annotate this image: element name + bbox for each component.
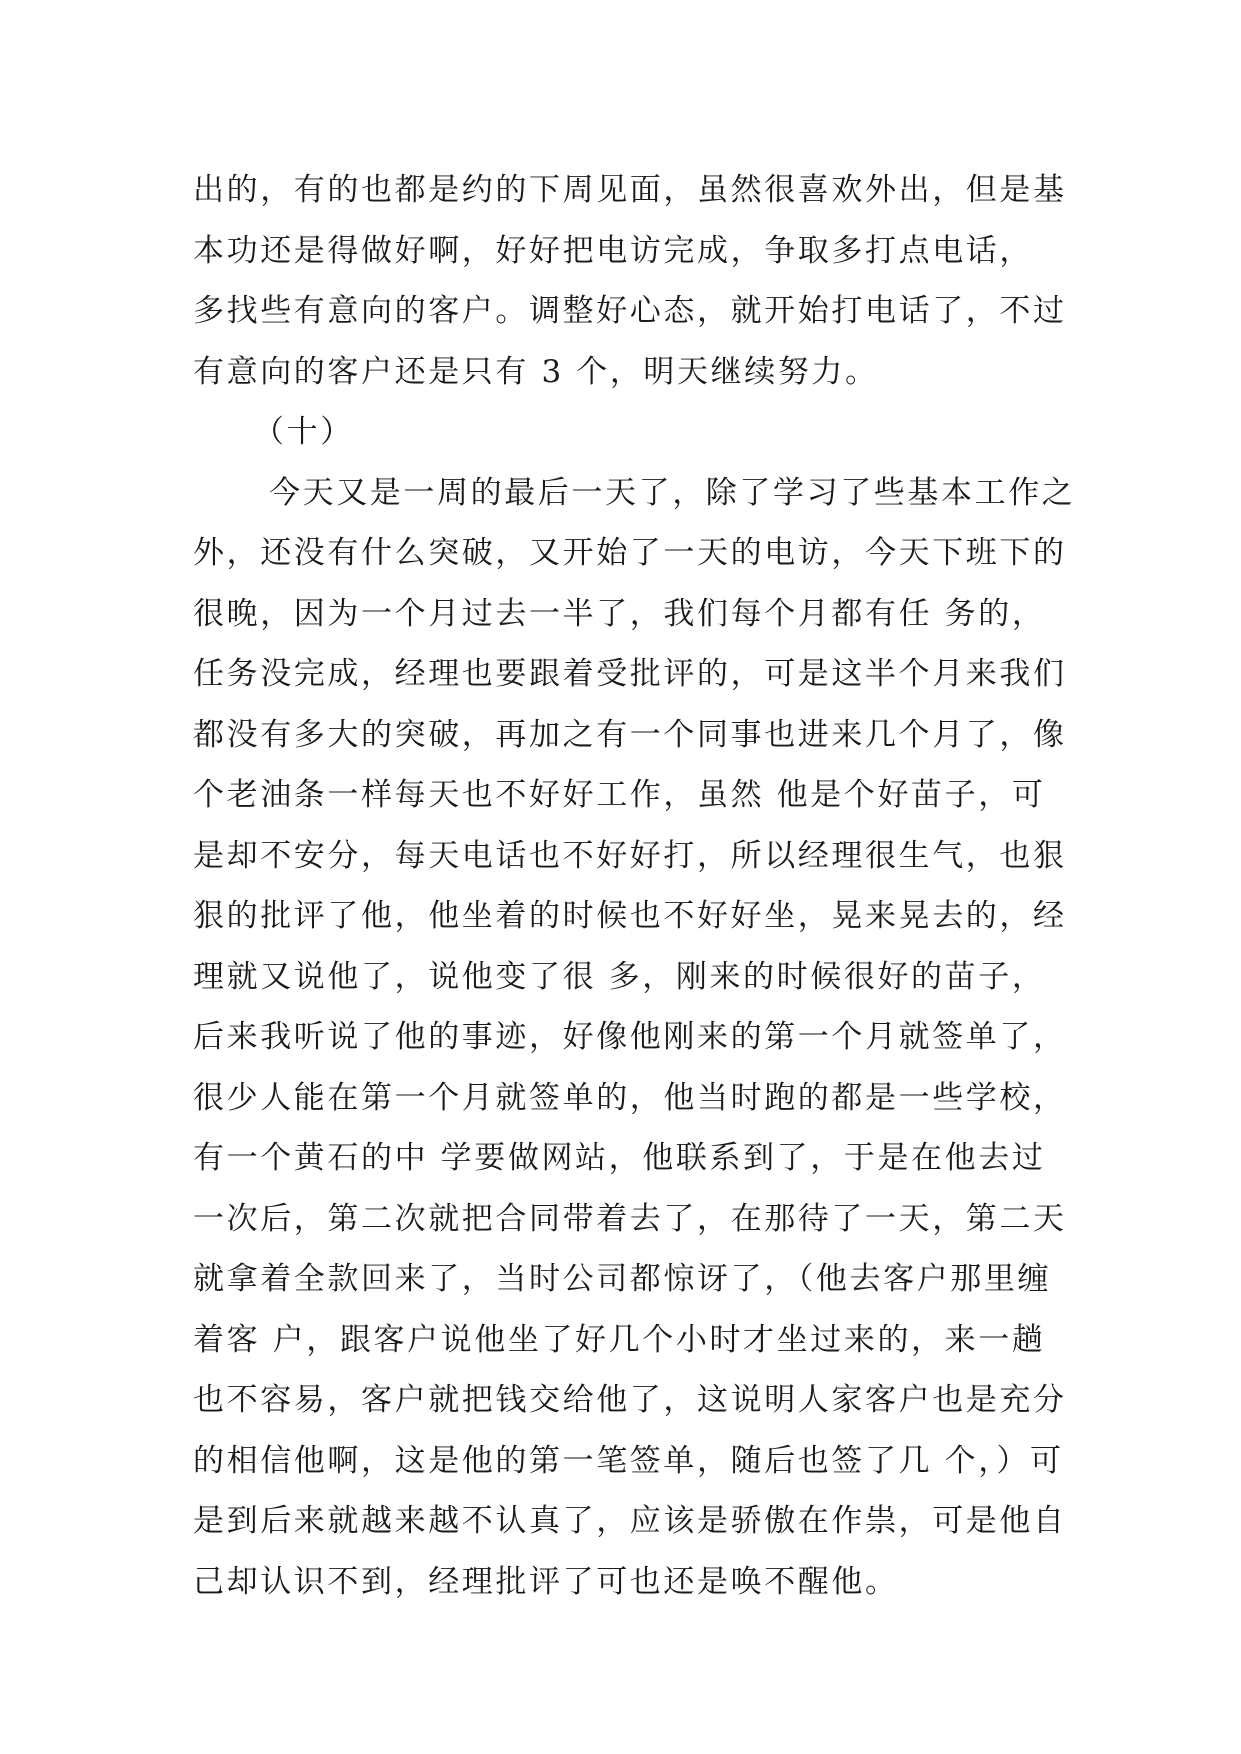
text-line: 有意向的客户还是只有 3 个，明天继续努力。 <box>193 353 879 390</box>
text-line: 是却不安分，每天电话也不好好打，所以经理很生气，也狠 <box>193 837 1067 874</box>
text-line: 后来我听说了他的事迹，好像他刚来的第一个月就签单了， <box>193 1019 1067 1055</box>
section-heading: （十） <box>253 414 354 450</box>
text-line: 很少人能在第一个月就签单的，他当时跑的都是一些学校， <box>193 1079 1067 1116</box>
text-line: 也不容易，客户就把钱交给他了，这说明人家客户也是充分 <box>193 1382 1067 1418</box>
text-line: 是到后来就越来越不认真了，应该是骄傲在作祟，可是他自 <box>193 1503 1067 1539</box>
text-line: 一次后，第二次就把合同带着去了，在那待了一天，第二天 <box>193 1200 1067 1237</box>
text-line: 都没有多大的突破，再加之有一个同事也进来几个月了，像 <box>193 716 1067 753</box>
text-line: 个老油条一样每天也不好好工作，虽然 他是个好苗子，可 <box>193 777 1046 813</box>
text-line: 出的，有的也都是约的下周见面，虽然很喜欢外出，但是基 <box>193 172 1067 208</box>
text-line: 今天又是一周的最后一天了，除了学习了些基本工作之 <box>269 474 1076 511</box>
text-line: 多找些有意向的客户。调整好心态，就开始打电话了，不过 <box>193 293 1067 329</box>
text-line: 着客 户，跟客户说他坐了好几个小时才坐过来的，来一趟 <box>193 1321 1046 1358</box>
text-line: 狠的批评了他，他坐着的时候也不好好坐，晃来晃去的，经 <box>193 898 1067 934</box>
text-line: 很晚，因为一个月过去一半了，我们每个月都有任 务的， <box>193 595 1046 632</box>
text-line: 外，还没有什么突破，又开始了一天的电访，今天下班下的 <box>193 535 1067 571</box>
text-line: 就拿着全款回来了，当时公司都惊讶了，（他去客户那里缠 <box>193 1261 1052 1297</box>
text-line: 本功还是得做好啊，好好把电访完成，争取多打点电话， <box>193 232 1033 269</box>
text-line: 己却认识不到，经理批评了可也还是唤不醒他。 <box>193 1563 899 1600</box>
text-line: 任务没完成，经理也要跟着受批评的，可是这半个月来我们 <box>193 656 1067 692</box>
text-line: 理就又说他了，说他变了很 多，刚来的时候很好的苗子， <box>193 958 1046 995</box>
text-line: 有一个黄石的中 学要做网站，他联系到了，于是在他去过 <box>193 1140 1046 1176</box>
text-line: 的相信他啊，这是他的第一笔签单，随后也签了几 个，）可 <box>193 1442 1064 1479</box>
body-text <box>193 160 1076 1612</box>
